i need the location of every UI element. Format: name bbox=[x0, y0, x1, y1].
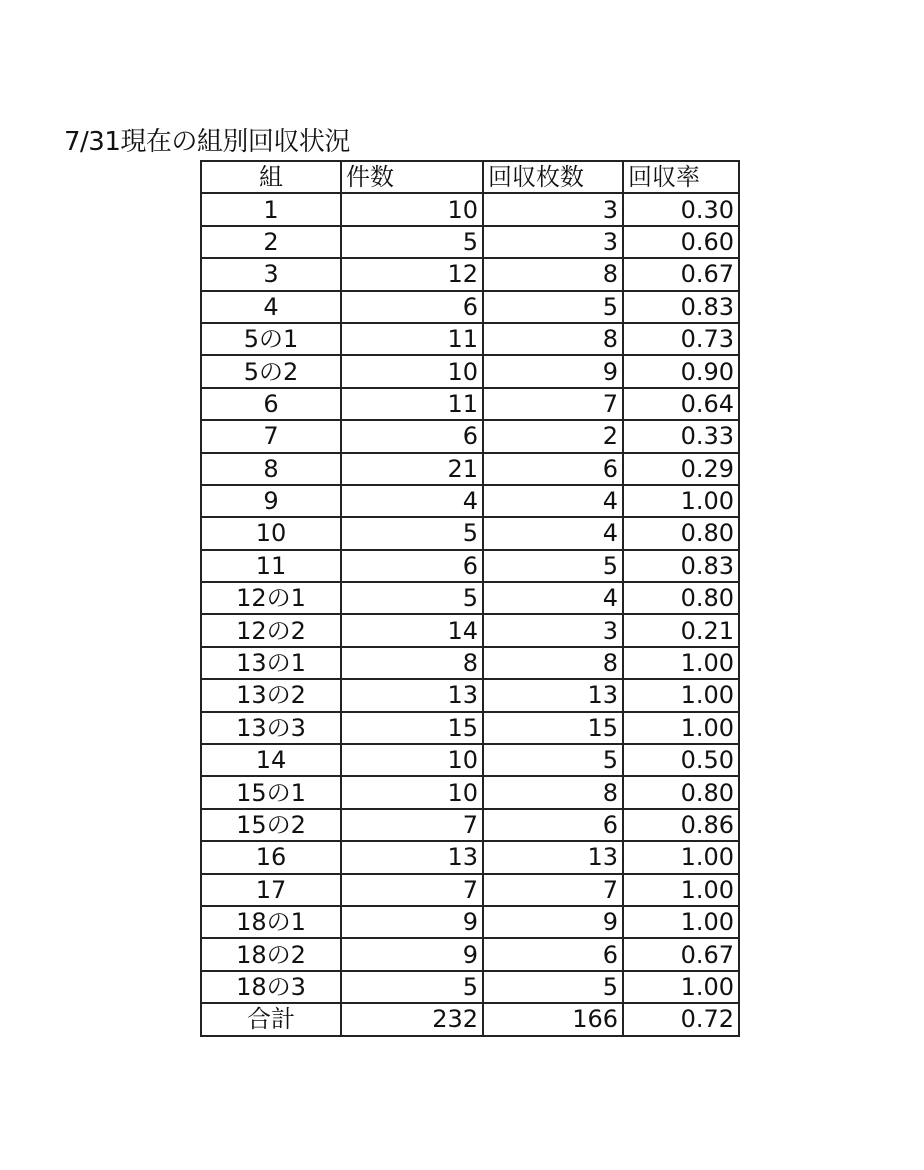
table-row bbox=[201, 712, 739, 744]
cell-group: 18の3 bbox=[201, 971, 341, 1003]
cell-count: 5 bbox=[341, 226, 483, 258]
header-count: 件数 bbox=[341, 161, 483, 193]
cell-rate: 0.30 bbox=[623, 193, 739, 225]
cell-count: 6 bbox=[341, 550, 483, 582]
cell-rate: 0.90 bbox=[623, 355, 739, 387]
cell-count: 5 bbox=[341, 971, 483, 1003]
cell-group: 4 bbox=[201, 291, 341, 323]
cell-rate: 0.29 bbox=[623, 453, 739, 485]
cell-count: 11 bbox=[341, 388, 483, 420]
cell-collected: 5 bbox=[483, 971, 623, 1003]
cell-collected: 9 bbox=[483, 906, 623, 938]
cell-rate: 0.67 bbox=[623, 938, 739, 970]
cell-group: 15の1 bbox=[201, 776, 341, 808]
cell-collected: 5 bbox=[483, 550, 623, 582]
table-row bbox=[201, 323, 739, 355]
cell-group: 5の1 bbox=[201, 323, 341, 355]
table-row bbox=[201, 291, 739, 323]
cell-rate: 1.00 bbox=[623, 647, 739, 679]
table-row bbox=[201, 582, 739, 614]
table-row bbox=[201, 744, 739, 776]
table-row bbox=[201, 550, 739, 582]
cell-count: 10 bbox=[341, 355, 483, 387]
cell-group: 1 bbox=[201, 193, 341, 225]
cell-collected: 7 bbox=[483, 388, 623, 420]
table-row bbox=[201, 938, 739, 970]
cell-group: 13の1 bbox=[201, 647, 341, 679]
cell-group: 2 bbox=[201, 226, 341, 258]
table-row bbox=[201, 193, 739, 225]
cell-group: 11 bbox=[201, 550, 341, 582]
cell-collected: 7 bbox=[483, 874, 623, 906]
cell-rate: 0.50 bbox=[623, 744, 739, 776]
collection-status-table bbox=[200, 160, 740, 1037]
cell-collected: 8 bbox=[483, 776, 623, 808]
cell-group: 16 bbox=[201, 841, 341, 873]
total-rate: 0.72 bbox=[623, 1003, 739, 1035]
cell-count: 12 bbox=[341, 258, 483, 290]
cell-count: 9 bbox=[341, 906, 483, 938]
cell-count: 6 bbox=[341, 291, 483, 323]
cell-group: 18の2 bbox=[201, 938, 341, 970]
cell-collected: 3 bbox=[483, 226, 623, 258]
cell-group: 7 bbox=[201, 420, 341, 452]
cell-collected: 5 bbox=[483, 291, 623, 323]
cell-count: 4 bbox=[341, 485, 483, 517]
table-row bbox=[201, 517, 739, 549]
table-row bbox=[201, 679, 739, 711]
cell-group: 5の2 bbox=[201, 355, 341, 387]
cell-count: 13 bbox=[341, 841, 483, 873]
cell-collected: 8 bbox=[483, 647, 623, 679]
table-row bbox=[201, 841, 739, 873]
cell-group: 6 bbox=[201, 388, 341, 420]
cell-count: 14 bbox=[341, 614, 483, 646]
total-label: 合計 bbox=[201, 1003, 341, 1035]
cell-collected: 15 bbox=[483, 712, 623, 744]
cell-count: 5 bbox=[341, 582, 483, 614]
cell-group: 3 bbox=[201, 258, 341, 290]
header-collected: 回収枚数 bbox=[483, 161, 623, 193]
cell-rate: 1.00 bbox=[623, 679, 739, 711]
table-row bbox=[201, 420, 739, 452]
table-row bbox=[201, 971, 739, 1003]
header-rate: 回収率 bbox=[623, 161, 739, 193]
table-row bbox=[201, 355, 739, 387]
cell-group: 17 bbox=[201, 874, 341, 906]
cell-collected: 8 bbox=[483, 258, 623, 290]
cell-count: 13 bbox=[341, 679, 483, 711]
cell-collected: 9 bbox=[483, 355, 623, 387]
cell-rate: 0.67 bbox=[623, 258, 739, 290]
cell-group: 8 bbox=[201, 453, 341, 485]
cell-rate: 0.80 bbox=[623, 517, 739, 549]
cell-group: 13の3 bbox=[201, 712, 341, 744]
cell-count: 10 bbox=[341, 193, 483, 225]
cell-collected: 13 bbox=[483, 679, 623, 711]
table-row bbox=[201, 647, 739, 679]
table-row bbox=[201, 388, 739, 420]
cell-collected: 13 bbox=[483, 841, 623, 873]
cell-collected: 6 bbox=[483, 809, 623, 841]
header-group: 組 bbox=[201, 161, 341, 193]
cell-rate: 0.80 bbox=[623, 776, 739, 808]
cell-count: 10 bbox=[341, 776, 483, 808]
cell-rate: 1.00 bbox=[623, 485, 739, 517]
table-row bbox=[201, 906, 739, 938]
cell-group: 9 bbox=[201, 485, 341, 517]
cell-group: 13の2 bbox=[201, 679, 341, 711]
cell-rate: 0.80 bbox=[623, 582, 739, 614]
cell-rate: 0.21 bbox=[623, 614, 739, 646]
cell-collected: 6 bbox=[483, 938, 623, 970]
table-row bbox=[201, 258, 739, 290]
cell-collected: 4 bbox=[483, 485, 623, 517]
cell-rate: 0.73 bbox=[623, 323, 739, 355]
cell-group: 15の2 bbox=[201, 809, 341, 841]
cell-count: 15 bbox=[341, 712, 483, 744]
cell-group: 14 bbox=[201, 744, 341, 776]
table-row bbox=[201, 485, 739, 517]
cell-rate: 0.64 bbox=[623, 388, 739, 420]
cell-rate: 0.60 bbox=[623, 226, 739, 258]
cell-rate: 0.33 bbox=[623, 420, 739, 452]
cell-count: 7 bbox=[341, 874, 483, 906]
cell-count: 7 bbox=[341, 809, 483, 841]
table-body bbox=[201, 193, 739, 1003]
cell-group: 18の1 bbox=[201, 906, 341, 938]
cell-rate: 0.83 bbox=[623, 550, 739, 582]
table-row bbox=[201, 453, 739, 485]
cell-collected: 4 bbox=[483, 517, 623, 549]
cell-rate: 1.00 bbox=[623, 841, 739, 873]
cell-collected: 2 bbox=[483, 420, 623, 452]
cell-collected: 8 bbox=[483, 323, 623, 355]
cell-rate: 1.00 bbox=[623, 906, 739, 938]
cell-count: 8 bbox=[341, 647, 483, 679]
cell-group: 12の1 bbox=[201, 582, 341, 614]
total-collected: 166 bbox=[483, 1003, 623, 1035]
total-row bbox=[201, 1003, 739, 1035]
cell-count: 10 bbox=[341, 744, 483, 776]
cell-count: 21 bbox=[341, 453, 483, 485]
page-title: 7/31現在の組別回収状況 bbox=[64, 127, 350, 157]
cell-count: 5 bbox=[341, 517, 483, 549]
cell-rate: 1.00 bbox=[623, 712, 739, 744]
cell-rate: 0.86 bbox=[623, 809, 739, 841]
cell-collected: 5 bbox=[483, 744, 623, 776]
table-row bbox=[201, 226, 739, 258]
table-row bbox=[201, 776, 739, 808]
cell-collected: 4 bbox=[483, 582, 623, 614]
cell-rate: 1.00 bbox=[623, 874, 739, 906]
table-row bbox=[201, 614, 739, 646]
cell-count: 11 bbox=[341, 323, 483, 355]
total-count: 232 bbox=[341, 1003, 483, 1035]
cell-collected: 6 bbox=[483, 453, 623, 485]
cell-rate: 0.83 bbox=[623, 291, 739, 323]
cell-count: 6 bbox=[341, 420, 483, 452]
header-row bbox=[201, 161, 739, 193]
table-row bbox=[201, 874, 739, 906]
table-row bbox=[201, 809, 739, 841]
cell-group: 12の2 bbox=[201, 614, 341, 646]
cell-count: 9 bbox=[341, 938, 483, 970]
cell-collected: 3 bbox=[483, 193, 623, 225]
cell-collected: 3 bbox=[483, 614, 623, 646]
cell-group: 10 bbox=[201, 517, 341, 549]
cell-rate: 1.00 bbox=[623, 971, 739, 1003]
